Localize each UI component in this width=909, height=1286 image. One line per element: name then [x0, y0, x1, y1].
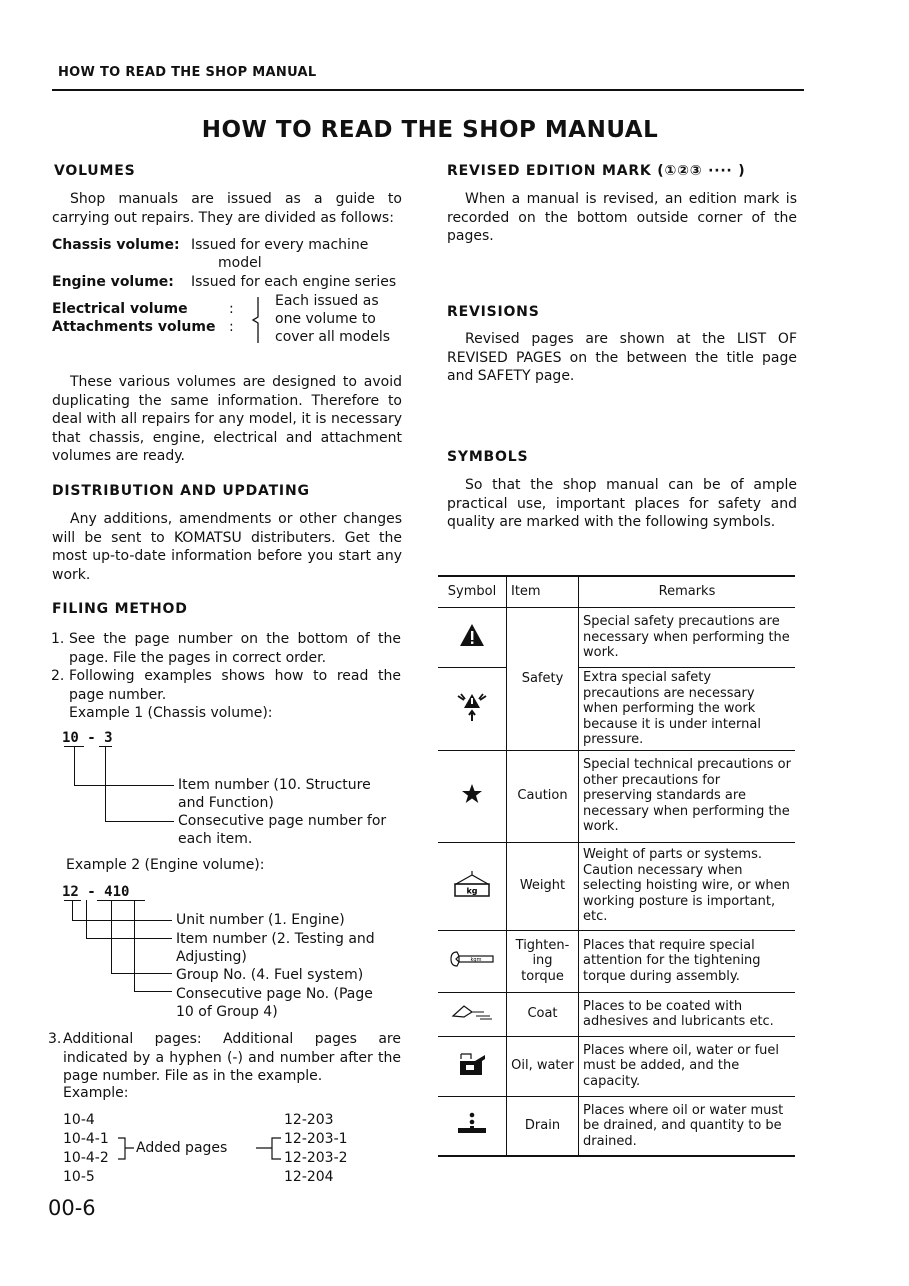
- engine-volume-label: Engine volume:: [52, 274, 174, 290]
- torque-wrench-icon: [438, 930, 507, 992]
- weight-icon: [438, 842, 507, 930]
- example-2-group: Group No. (4. Fuel system): [176, 967, 364, 983]
- chassis-volume-label: Chassis volume:: [52, 237, 180, 253]
- page-example: 10-4: [63, 1112, 95, 1128]
- example-2-code: 12 - 410: [62, 884, 130, 900]
- table-cell-remarks: Special safety precautions are necessary when performing the work.: [579, 608, 796, 668]
- table-cell-remarks: Places that require special attention for the tightening torque during assembly.: [579, 930, 796, 992]
- attachments-volume-label: Attachments volume: [52, 319, 216, 335]
- revisions-text: Revised pages are shown at the LIST OF REVISED PAGES on the between the title page and SAFETY page.: [447, 331, 797, 384]
- left-bracket-icon: [116, 1135, 136, 1165]
- pressure-warning-icon: [438, 668, 507, 751]
- symbols-heading: SYMBOLS: [447, 449, 529, 465]
- table-cell-item: Caution: [507, 750, 579, 842]
- oil-can-icon: [438, 1036, 507, 1096]
- table-row: [438, 1096, 795, 1156]
- filing-item-2: Following examples shows how to read the page number.: [69, 668, 401, 703]
- page-example: 10-4-1: [63, 1131, 109, 1147]
- added-pages-label: Added pages: [136, 1140, 228, 1156]
- table-cell-remarks: Places to be coated with adhesives and lubricants etc.: [579, 992, 796, 1036]
- star-icon: [438, 750, 507, 842]
- filing-item-3: Additional pages: Additional pages are indicated by a hyphen (-) and number after the page number. File as in the example.: [63, 1031, 401, 1084]
- example-2-label: Example 2 (Engine volume):: [66, 857, 265, 873]
- table-row: [438, 1036, 795, 1096]
- table-cell-item: Tighten- ing torque: [507, 930, 579, 992]
- page-number: 00-6: [48, 1196, 96, 1220]
- table-cell-remarks: Places where oil or water must be drained, and quantity to be drained.: [579, 1096, 796, 1156]
- coat-brush-icon: [438, 992, 507, 1036]
- example-2-consecutive-2: 10 of Group 4): [176, 1004, 278, 1020]
- table-cell-item: Safety: [507, 608, 579, 751]
- table-cell-remarks: Weight of parts or systems. Caution necessary when selecting hoisting wire, or when working posture is important, etc.: [579, 842, 796, 930]
- symbols-table: [438, 575, 795, 1157]
- column-header-remarks: Remarks: [579, 576, 796, 608]
- list-number: 3.: [48, 1031, 62, 1047]
- example-1-item: Item number (10. Structure: [178, 777, 371, 793]
- list-number: 1.: [51, 631, 65, 647]
- example-1-item-2: and Function): [178, 795, 274, 811]
- volumes-heading: VOLUMES: [54, 163, 136, 179]
- table-cell-remarks: Special technical precautions or other precautions for preserving standards are necessary when performing the work.: [579, 750, 796, 842]
- table-header-row: [438, 576, 795, 608]
- example-2-consecutive: Consecutive page No. (Page: [176, 986, 373, 1002]
- page-example: 12-203-1: [284, 1131, 348, 1147]
- distribution-heading: DISTRIBUTION AND UPDATING: [52, 483, 310, 499]
- table-row: [438, 992, 795, 1036]
- page-title: HOW TO READ THE SHOP MANUAL: [201, 117, 659, 143]
- example-2-item-2: Adjusting): [176, 949, 247, 965]
- example-1-consecutive: Consecutive page number for: [178, 813, 387, 829]
- filing-item-1: See the page number on the bottom of the page. File the pages in correct order.: [69, 631, 401, 666]
- table-row: [438, 750, 795, 842]
- volumes-paragraph: These various volumes are designed to avoid duplicating the same information. Therefore to deal with all repairs for any model, it is necessary that chassis, engine, electrical and attachment volumes are ready.: [52, 374, 402, 464]
- table-cell-remarks: Places where oil, water or fuel must be added, and the capacity.: [579, 1036, 796, 1096]
- brace-text-1: Each issued as: [275, 293, 379, 309]
- table-row: [438, 668, 795, 751]
- colon: :: [229, 301, 234, 317]
- revised-mark-text: When a manual is revised, an edition mark is recorded on the bottom outside corner of the pages.: [447, 191, 797, 244]
- table-cell-item: Drain: [507, 1096, 579, 1156]
- brace-icon: [250, 295, 266, 345]
- example-2-item: Item number (2. Testing and: [176, 931, 375, 947]
- volumes-intro: Shop manuals are issued as a guide to carrying out repairs. They are divided as follows:: [52, 191, 402, 226]
- symbols-text: So that the shop manual can be of ample practical use, important places for safety and quality are marked with the following symbols.: [447, 477, 797, 530]
- table-cell-item: Weight: [507, 842, 579, 930]
- page-example: 10-4-2: [63, 1150, 109, 1166]
- example-label: Example:: [63, 1085, 129, 1101]
- revised-mark-heading: REVISED EDITION MARK (①②③ ···· ): [447, 163, 746, 179]
- engine-volume-text: Issued for each engine series: [191, 274, 397, 290]
- example-1-consecutive-2: each item.: [178, 831, 253, 847]
- table-row: [438, 842, 795, 930]
- page-example: 12-203-2: [284, 1150, 348, 1166]
- chassis-volume-text-2: model: [218, 255, 262, 271]
- example-1-label: Example 1 (Chassis volume):: [69, 705, 273, 721]
- brace-text-3: cover all models: [275, 329, 391, 345]
- column-header-symbol: Symbol: [438, 576, 507, 608]
- colon: :: [229, 319, 234, 335]
- warning-triangle-icon: [438, 608, 507, 668]
- table-row: [438, 608, 795, 668]
- torque-icon-label: kgm: [470, 956, 482, 963]
- drain-icon: [438, 1096, 507, 1156]
- table-row: [438, 930, 795, 992]
- example-1-code: 10 - 3: [62, 730, 113, 746]
- distribution-text: Any additions, amendments or other changes will be sent to KOMATSU distributers. Get the most up-to-date information before you start any work.: [52, 511, 402, 583]
- table-cell-remarks: Extra special safety precautions are necessary when performing the work because it is under internal pressure.: [579, 668, 796, 751]
- chassis-volume-text: Issued for every machine: [191, 237, 369, 253]
- running-header: HOW TO READ THE SHOP MANUAL: [58, 65, 317, 80]
- page-example: 12-204: [284, 1169, 334, 1185]
- brace-text-2: one volume to: [275, 311, 376, 327]
- page-example: 10-5: [63, 1169, 95, 1185]
- revisions-heading: REVISIONS: [447, 304, 540, 320]
- list-number: 2.: [51, 668, 65, 684]
- weight-icon-label: kg: [466, 886, 478, 896]
- table-cell-item: Oil, water: [507, 1036, 579, 1096]
- right-bracket-icon: [254, 1135, 284, 1165]
- example-2-unit: Unit number (1. Engine): [176, 912, 345, 928]
- column-header-item: Item: [507, 576, 579, 608]
- electrical-volume-label: Electrical volume: [52, 301, 188, 317]
- header-rule: [52, 89, 804, 91]
- table-cell-item: Coat: [507, 992, 579, 1036]
- page-example: 12-203: [284, 1112, 334, 1128]
- filing-heading: FILING METHOD: [52, 601, 188, 617]
